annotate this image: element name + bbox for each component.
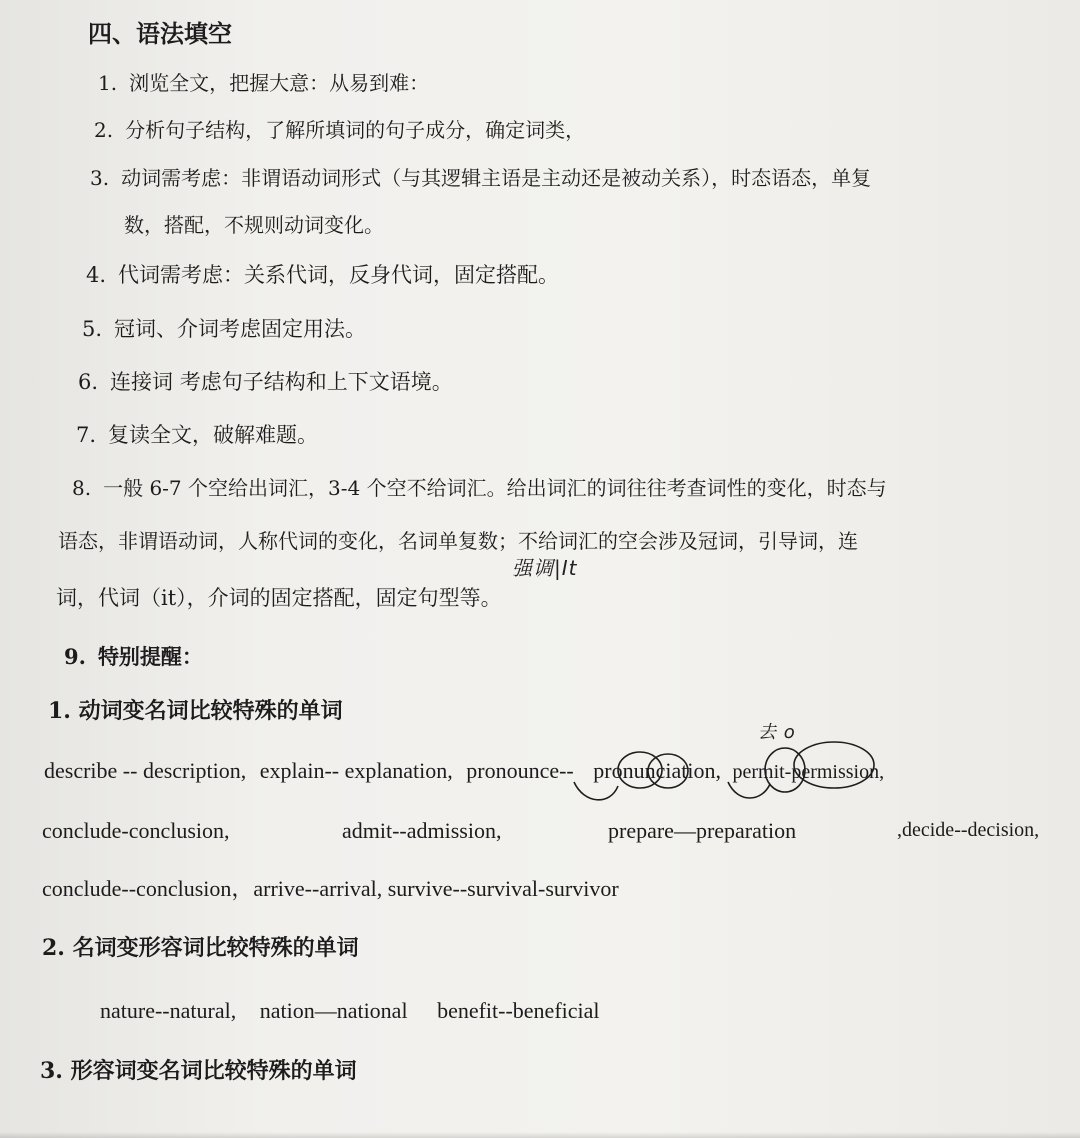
subsection-3-heading: 3. 形容词变名词比较特殊的单词 <box>40 1058 357 1084</box>
step-1-text: 浏览全文，把握大意：从易到难： <box>129 71 430 95</box>
word-pair-nation: nation—national <box>259 998 408 1023</box>
step-1-number: 1. <box>98 71 118 95</box>
step-6 <box>78 372 453 393</box>
word-pair-pronounce: pronounce-- <box>466 758 574 783</box>
step-8 <box>72 478 887 498</box>
handwritten-note-stress: 强调|It <box>512 556 578 580</box>
step-5-number: 5. <box>82 317 103 341</box>
step-7-number: 7. <box>76 423 97 447</box>
step-8-text: 一般 6-7 个空给出词汇，3-4 个空不给词汇。给出词汇的词往往考查词性的变化，时态与 <box>103 476 887 500</box>
step-9 <box>64 646 203 667</box>
step-5-text: 冠词、介词考虑固定用法。 <box>114 317 367 341</box>
section-title: 四、语法填空 <box>88 19 232 48</box>
word-pair-describe: describe -- description, <box>44 758 247 783</box>
step-1 <box>98 73 429 93</box>
word-pair-permit: permit-permission, <box>732 761 885 783</box>
step-5 <box>82 319 366 340</box>
step-7-text: 复读全文，破解难题。 <box>108 423 319 447</box>
step-9-text: 特别提醒： <box>97 644 203 669</box>
step-3-continuation: 数，搭配，不规则动词变化。 <box>124 213 384 237</box>
word-row-2 <box>42 820 1042 842</box>
word-pair-benefit: benefit--beneficial <box>437 998 600 1023</box>
step-9-number: 9. <box>64 644 86 669</box>
step-4 <box>86 265 559 286</box>
word-pair-pronunciation: pronunciation, <box>593 758 721 783</box>
step-2-number: 2. <box>94 118 114 142</box>
word-pair-prepare: prepare—preparation <box>608 818 797 843</box>
word-pair-explain: explain-- explanation, <box>259 758 453 783</box>
step-3-number: 3. <box>90 166 110 190</box>
step-4-text: 代词需考虑：关系代词，反身代词，固定搭配。 <box>118 263 560 287</box>
step-2-text: 分析句子结构，了解所填词的句子成分，确定词类， <box>125 118 586 142</box>
handwritten-note-phonetic: 去 o <box>758 722 796 743</box>
step-6-text: 连接词 考虑句子结构和上下文语境。 <box>110 370 453 394</box>
step-4-number: 4. <box>86 263 107 287</box>
step-7 <box>76 425 318 446</box>
page-bottom-shadow <box>0 1132 1080 1138</box>
step-2 <box>94 120 585 140</box>
word-pair-decide: ,decide--decision, <box>897 819 1040 841</box>
word-row-4 <box>100 1000 600 1022</box>
step-6-number: 6. <box>78 370 99 394</box>
step-8-continuation-1: 语态，非谓语动词，人称代词的变化，名词单复数；不给词汇的空会涉及冠词，引导词，连 <box>58 529 858 553</box>
word-pair-admit: admit--admission, <box>342 818 502 843</box>
word-pair-arrive-survive: arrive--arrival, survive--survival-survivor <box>253 876 619 901</box>
step-8-number: 8. <box>72 476 92 500</box>
subsection-1-heading: 1. 动词变名词比较特殊的单词 <box>48 698 343 724</box>
word-pair-conclude-2: conclude--conclusion， <box>42 876 254 901</box>
word-row-3 <box>42 878 619 900</box>
word-pair-nature: nature--natural, <box>100 998 237 1023</box>
step-8-continuation-2: 词，代词（it），介词的固定搭配，固定句型等。 <box>56 586 502 610</box>
subsection-2-heading: 2. 名词变形容词比较特殊的单词 <box>42 935 359 961</box>
step-3-text: 动词需考虑：非谓语动词形式（与其逻辑主语是主动还是被动关系），时态语态，单复 <box>121 166 872 190</box>
word-pair-conclude: conclude-conclusion, <box>42 818 230 843</box>
word-row-1 <box>44 760 884 782</box>
step-3 <box>90 168 871 188</box>
